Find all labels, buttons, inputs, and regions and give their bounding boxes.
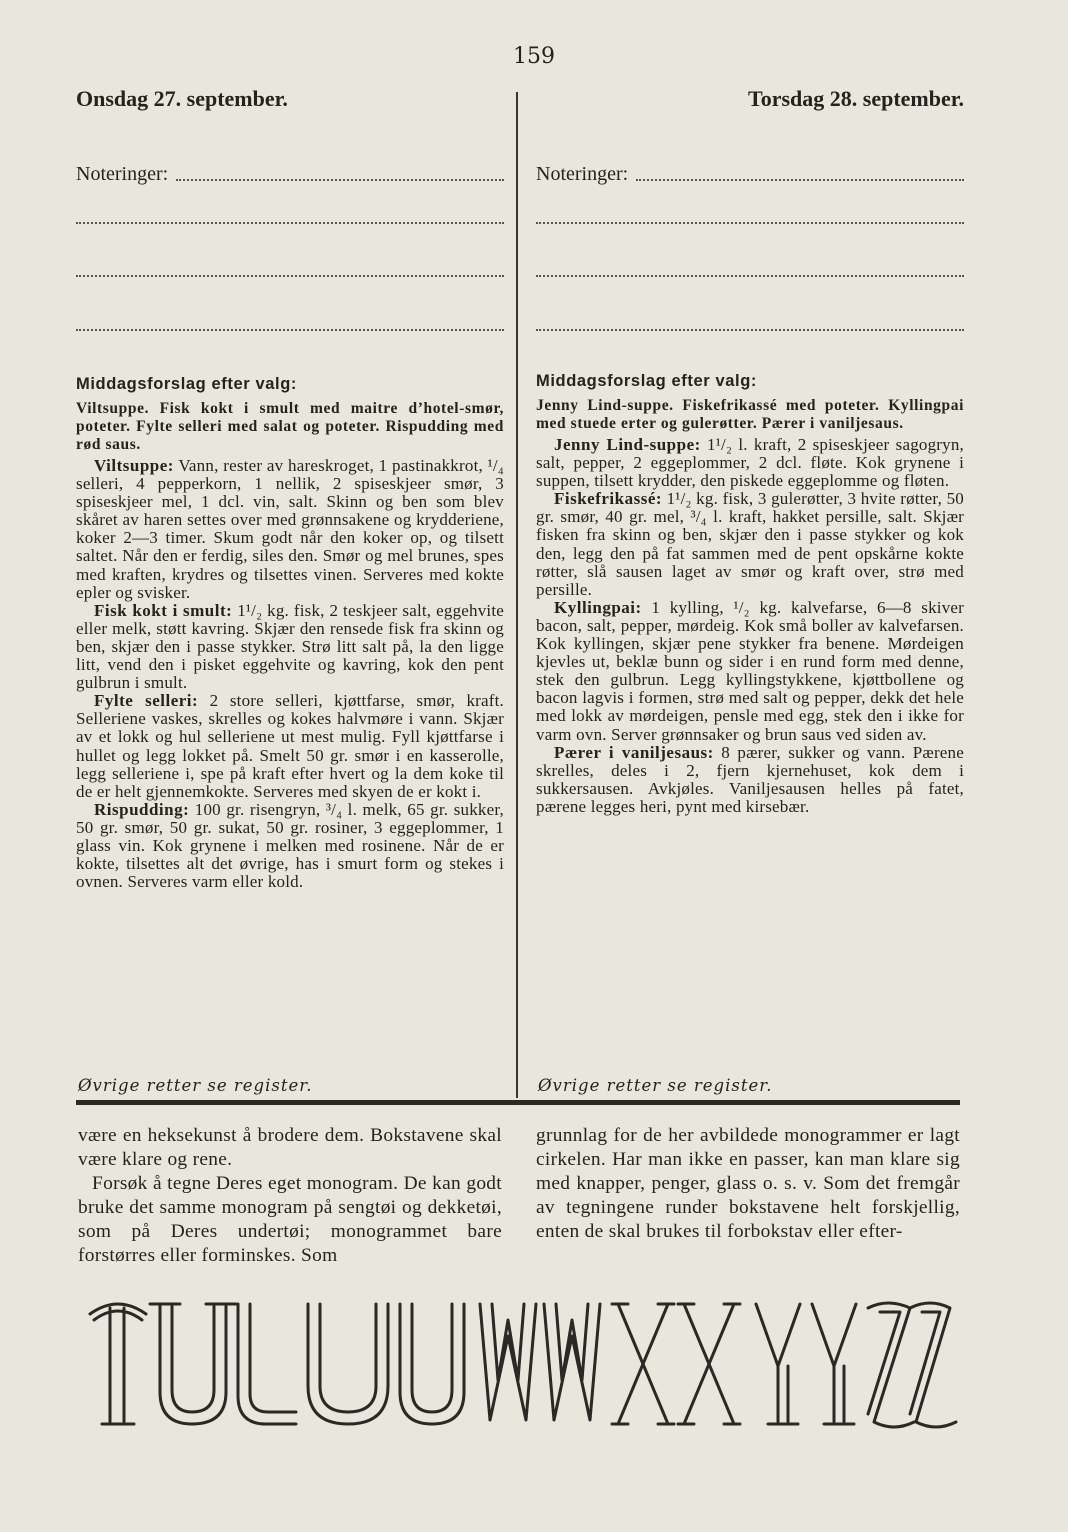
recipe-viltsuppe [76,457,504,602]
monogram-x [612,1304,740,1424]
other-dishes-note-right: Øvrige retter se register. [538,1076,773,1095]
recipe-fiskefrikasse [536,490,964,599]
column-divider [516,92,518,1098]
recipe-name: Fisk kokt i smult: [94,600,233,620]
recipe-kyllingpai [536,599,964,744]
body-text-right [536,1124,960,1244]
section-rule [76,1100,960,1105]
notes-line [76,329,504,331]
recipe-text: Vann, rester av hareskroget, 1 pastinakkrot, ¹/₄ selleri, 4 pepperkorn, 1 nellik, 2 spiseskjeer smør, 3 spiseskjeer mel, 1 dcl. vin, salt. Skinn og ben som blev skåret av haren settes over med grønnsakene og krydderiene, koker 2—3 timer. Skum godt når den koker op, og tilsett saltet. Når den er ferdig, siles den. Smør og mel brunes, spes med kraften, krydres og tilsettes vinen. Serveres med kokte epler og svisker. [76,456,504,602]
monogram-z [868,1303,956,1427]
monogram-t [90,1304,146,1424]
dinner-proposal-heading: Middagsforslag efter valg: [536,372,757,390]
recipe-fylte-selleri [76,692,504,801]
recipe-text: 1 kylling, ¹/₂ kg. kalvefarse, 6—8 skiver bacon, salt, pepper, mørdeig. Kok små boller av kalvefarsen. Kok kyllingen, skjær pene stykker fra benene. Mørdeigen kjevles ut, beklæ bunn og sider i en rund form med denne, stek den gulbrun. Legg kyllingstykkene, kjøttbollene og bacon lagvis i formen, strø med salt og pepper, dekk det hele med lokk av mørdeigen, pensle med egg, stek den i ikke for varm ovn. Server grønnsaker og brun saus ved siden av. [536,597,964,744]
recipe-text: 1¹/₂ kg. fisk, 3 gulerøtter, 3 hvite røtter, 50 gr. smør, 40 gr. mel, ³/₄ l. kraft, hakket persille, salt. Skjær fisken fra skinn og ben, skjær den i passe stykker og kok den, legg den på fat sammen med de pent opskårne kokte røtter, slå sausen laget av smør og kraft over, strø med persille. [536,489,964,599]
recipe-text: 2 store selleri, kjøttfarse, smør, kraft. Selleriene vaskes, skrelles og kokes halvmøre i vann. Skjær av et lokk og hul selleriene ut mest mulig. Fyll kjøttfarse i hullet og legg lokket på. Smelt 50 gr. smør i en kasserolle, legg selleriene i, spe på kraft efter hvert og la dem koke til de er helt gjennemkokte. Serveres med skyen de er kokt i. [76,691,504,801]
monogram-y [756,1304,856,1424]
recipe-rispudding [76,801,504,891]
recipe-paerer-i-vaniljesaus [536,744,964,816]
left-column [76,86,504,891]
notes-line [536,222,964,224]
page-number: 159 [513,44,555,69]
paragraph: Forsøk å tegne Deres eget monogram. De kan godt bruke det samme monogram på sengtøi og dekketøi, som på Deres undertøi; monogrammet bare forstørres eller forminskes. Som [78,1173,502,1266]
recipe-name: Viltsuppe: [94,456,174,475]
recipe-text: 1¹/₂ kg. fisk, 2 teskjeer salt, eggehvite eller melk, støtt kavring. Skjær den rensede fisk fra skinn og ben, skjær den i passe stykker. Strø litt salt på, la den ligge litt, vend den i pisket eggehvite og kavring, kok den pent gulbrun i smult. [76,600,505,693]
recipe-name: Rispudding: [94,799,190,819]
monogram-u [150,1304,296,1424]
menu-summary: Jenny Lind-suppe. Fiskefrikassé med poteter. Kyllingpai med stuede erter og gulerøtter. Pærer i vaniljesaus. [536,397,964,432]
other-dishes-note-left: Øvrige retter se register. [78,1076,313,1095]
recipe-name: Fylte selleri: [94,691,199,711]
recipe-name: Pærer i vaniljesaus: [554,742,714,762]
recipe-text: 1¹/₂ l. kraft, 2 spiseskjeer sagogryn, salt, pepper, 2 eggeplommer, 2 dcl. fløte. Kok grynene i suppen, tilsett krydder, den piskede eggeplomme og fløten. [536,435,965,491]
recipe-jenny-lind-suppe [536,436,964,490]
recipe-fisk-kokt-i-smult [76,602,504,692]
recipe-name: Jenny Lind-suppe: [554,435,701,454]
monogram-illustration [88,1296,960,1434]
notes-dotted-line [176,179,504,181]
notes-dotted-line [636,179,964,181]
dinner-proposal-heading: Middagsforslag efter valg: [76,375,297,393]
notes-line [76,275,504,277]
day-title-right: Torsdag 28. september. [748,86,964,111]
right-column [536,86,964,816]
recipe-text: 8 pærer, sukker og vann. Pærene skrelles, deles i 2, fjern kjernehuset, kok dem i sukkersausen. Avkjøles. Vaniljesausen helles på fatet, pærene legges heri, pynt med kirsebær. [536,742,965,816]
notes-line [536,275,964,277]
recipe-name: Fiskefrikassé: [554,489,663,509]
notes-line [536,329,964,331]
notes-label-text: Noteringer: [536,163,629,185]
monogram-v [308,1304,464,1424]
recipe-text: 100 gr. risengryn, ³/₄ l. melk, 65 gr. sukker, 50 gr. smør, 50 gr. sukat, 50 gr. rosiner, 3 eggeplommer, 1 glass vin. Kok grynene i melken med rosinene. Når de er kokte, tilsettes alt det øvrige, has i smurt form og stekes i ovnen. Serveres varm eller kold. [76,799,504,892]
menu-summary: Viltsuppe. Fisk kokt i smult med maitre d’hotel-smør, poteter. Fylte selleri med salat og poteter. Rispudding med rød saus. [76,400,504,453]
notes-label-text: Noteringer: [76,163,169,185]
notes-label-right [536,160,964,186]
body-text-left [78,1124,502,1268]
paragraph: være en heksekunst å brodere dem. Bokstavene skal være klare og rene. [78,1125,502,1170]
notes-line [76,222,504,224]
day-title-left: Onsdag 27. september. [76,86,288,111]
recipe-name: Kyllingpai: [554,597,642,617]
paragraph: grunnlag for de her avbildede monogrammer er lagt cirkelen. Har man ikke en passer, kan man klare sig med knapper, penger, glass o. s. v. Som det fremgår av tegningene runder bokstavene helt forskjellig, enten de skal brukes til forbokstav eller efter- [536,1125,960,1242]
notes-label-left [76,160,504,186]
monogram-w [480,1304,600,1420]
